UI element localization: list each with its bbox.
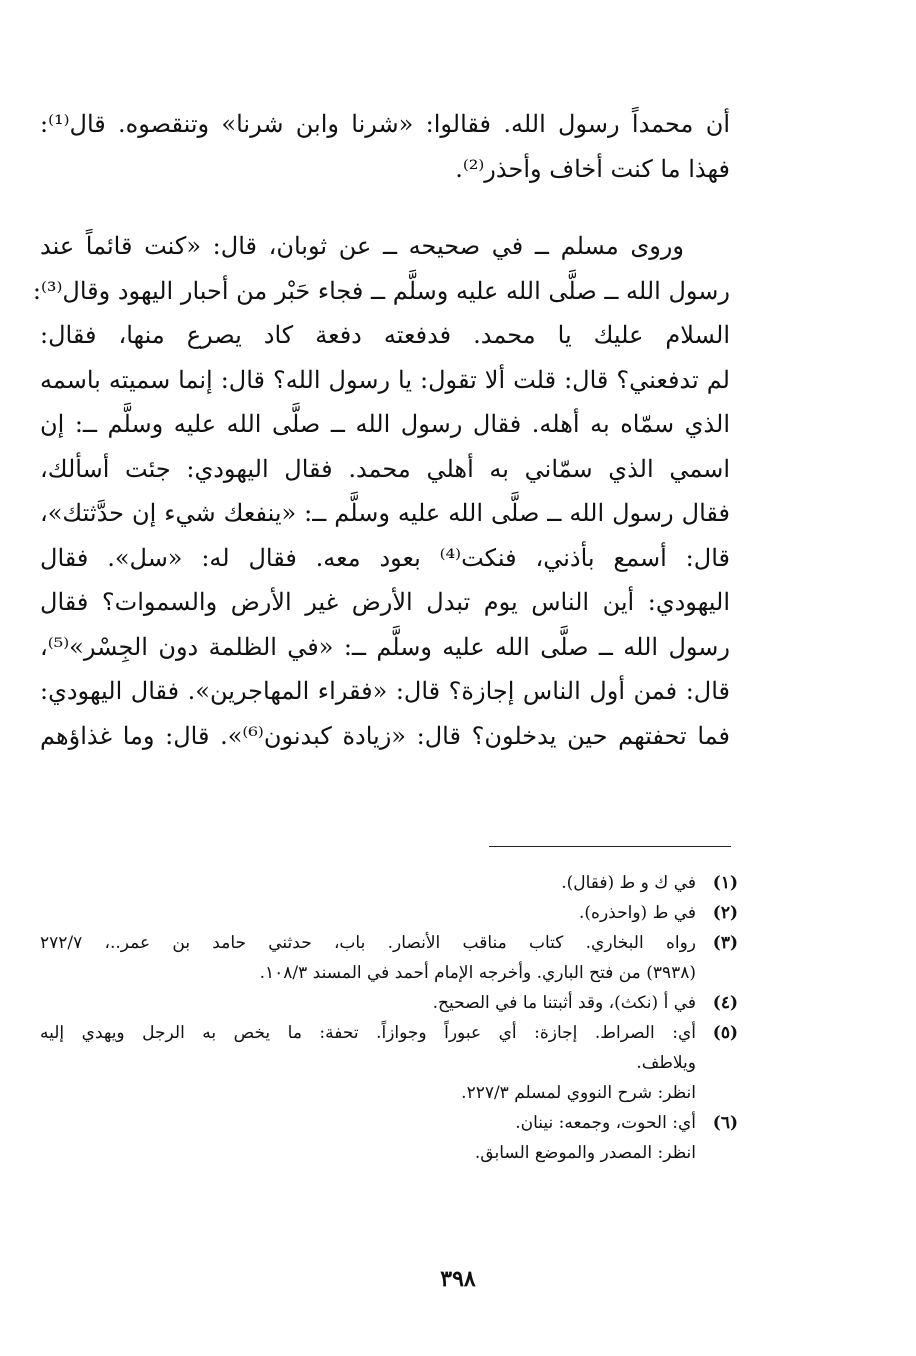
paragraph-2 — [32, 224, 730, 758]
footnote-text: (٣٩٣٨) من فتح الباري. وأخرجه الإمام أحمد في المسند ١٠٨/٣. — [259, 963, 696, 983]
text-line: فقال رسول الله ــ صلَّى الله عليه وسلَّم ــ: «ينفعك شيء إن حدَّثتك»، — [40, 499, 730, 527]
text-line: فما تحفتهم حين يدخلون؟ قال: «زيادة كبدنون⁽⁶⁾». قال: وما غذاؤهم — [40, 721, 730, 750]
footnote-number: (٣) — [712, 933, 738, 953]
page-number: ٣٩٨ — [440, 1266, 476, 1292]
footnote-text: أي: الحوت، وجمعه: نينان. — [515, 1113, 696, 1133]
text-line: قال: فمن أول الناس إجازة؟ قال: «فقراء المهاجرين». فقال اليهودي: — [40, 677, 730, 705]
footnote — [40, 868, 738, 898]
footnote-text: في أ (نكث)، وقد أثبتنا ما في الصحيح. — [432, 993, 696, 1013]
text-line: اليهودي: أين الناس يوم تبدل الأرض غير الأرض والسموات؟ فقال — [40, 588, 730, 616]
text-line: رسول الله ــ صلَّى الله عليه وسلَّم ــ: «في الظلمة دون الجِسْر»⁽⁵⁾، — [40, 632, 730, 661]
footnote-text: رواه البخاري. كتاب مناقب الأنصار. باب، حدثني حامد بن عمر..، ٢٧٢/٧ — [40, 933, 696, 953]
text-line: رسول الله ــ صلَّى الله عليه وسلَّم ــ فجاء حَبْر من أحبار اليهود وقال⁽³⁾: — [32, 276, 730, 305]
footnote-text: في ك و ط (فقال). — [561, 873, 696, 893]
text-line: الذي سمّاه به أهله. فقال رسول الله ــ صلَّى الله عليه وسلَّم ــ: إن — [40, 410, 730, 438]
footnote-number: (٥) — [712, 1023, 738, 1043]
text-line: فهذا ما كنت أخاف وأحذر⁽²⁾. — [455, 154, 730, 183]
text-line: وروى مسلم ــ في صحيحه ــ عن ثوبان، قال: «كنت قائماً عند — [40, 232, 684, 260]
footnote-number: (٢) — [712, 903, 738, 923]
text-line: أن محمداً رسول الله. فقالوا: «شرنا وابن شرنا» وتنقصوه. قال⁽¹⁾: — [40, 110, 730, 138]
footnote-reference: انظر: المصدر والموضع السابق. — [474, 1143, 696, 1163]
footnote-number: (٤) — [712, 993, 738, 1013]
footnote — [40, 928, 738, 988]
footnote — [40, 1108, 738, 1138]
footnote-text: في ط (واحذره). — [579, 903, 696, 923]
text-line: لم تدفعني؟ قال: قلت ألا تقول: يا رسول الله؟ قال: إنما سميته باسمه — [40, 365, 730, 394]
footnote — [40, 988, 738, 1018]
footnote — [40, 1018, 738, 1078]
text-line: السلام عليك يا محمد. فدفعته دفعة كاد يصرع منها، فقال: — [40, 321, 730, 349]
footnotes — [40, 868, 738, 1168]
footnote-number: (١) — [712, 873, 738, 893]
footnote-text: ويلاطف. — [636, 1053, 696, 1073]
paragraph-1 — [40, 102, 730, 191]
footnote-divider — [489, 846, 731, 847]
footnote-text: أي: الصراط. إجازة: أي عبوراً وجوازاً. تحفة: ما يخص به الرجل ويهدي إليه — [40, 1023, 696, 1043]
footnote-number: (٦) — [712, 1113, 738, 1133]
footnote — [40, 898, 738, 928]
footnote-reference: انظر: شرح النووي لمسلم ٢٢٧/٣. — [461, 1083, 696, 1103]
text-line: اسمي الذي سمّاني به أهلي محمد. فقال اليهودي: جئت أسألك، — [40, 454, 730, 483]
text-line: قال: أسمع بأذني، فنكت⁽⁴⁾ بعود معه. فقال له: «سل». فقال — [40, 543, 730, 572]
